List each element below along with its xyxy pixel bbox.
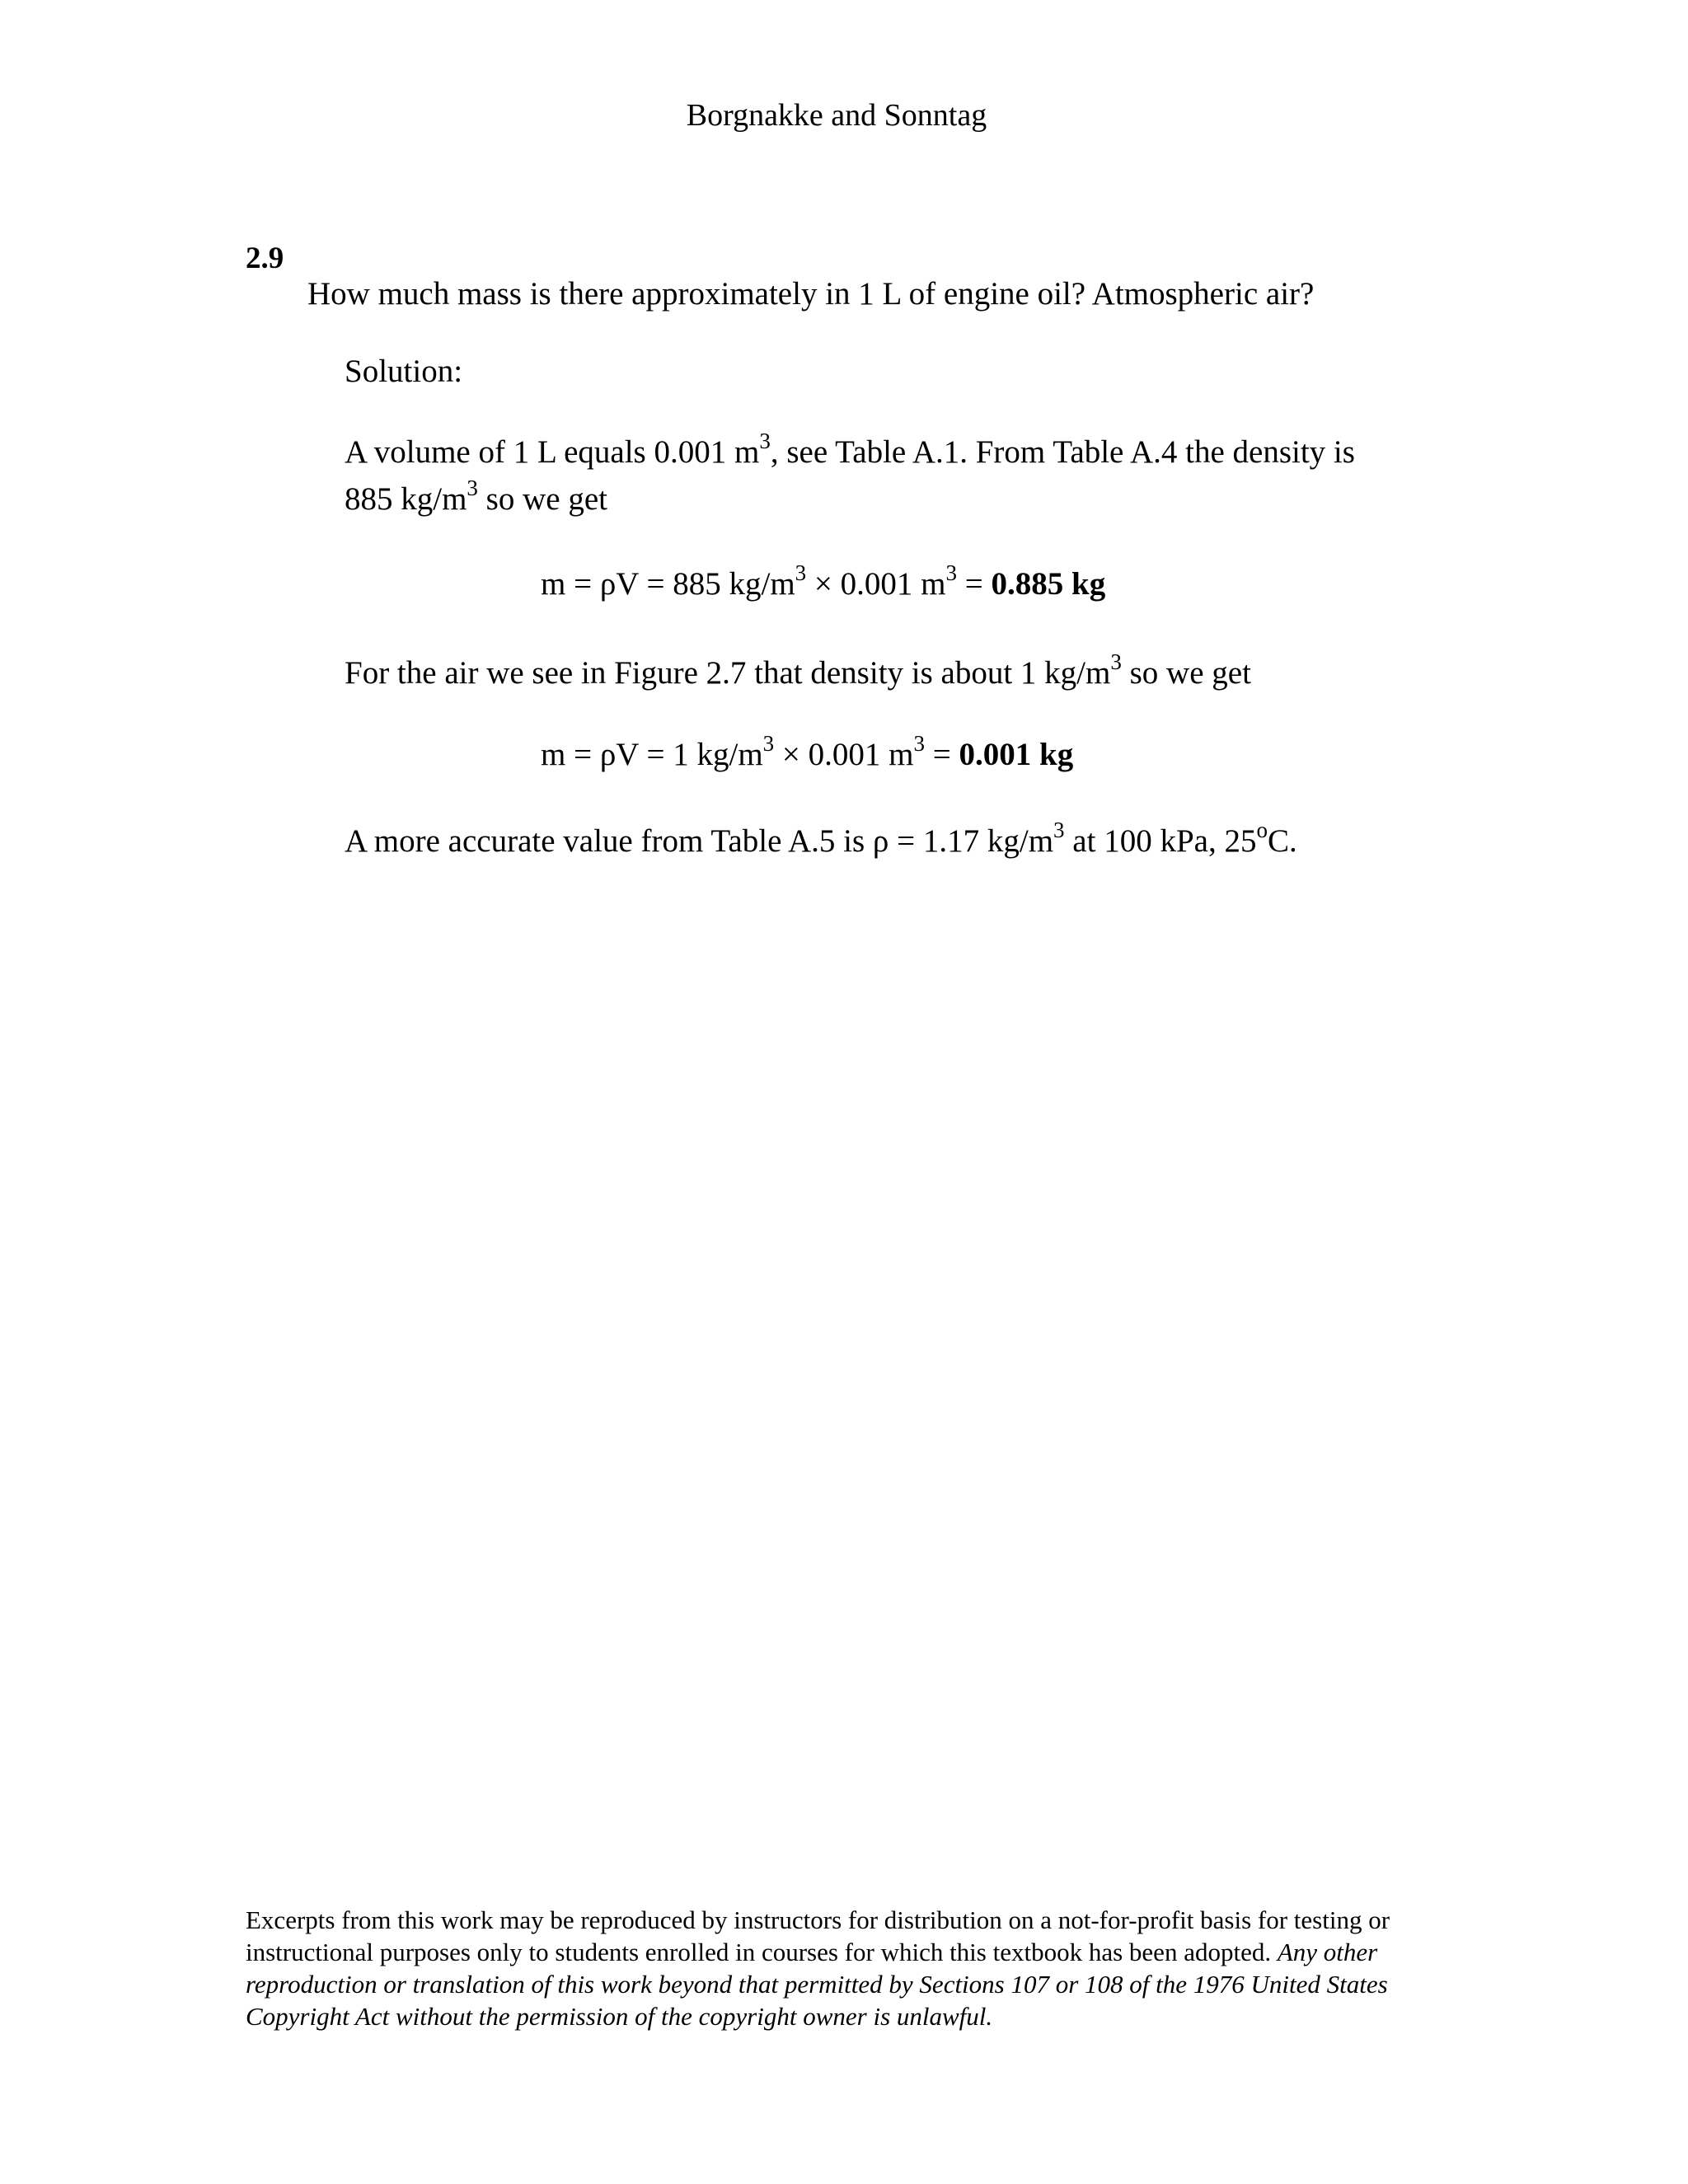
- superscript-cube: 3: [759, 429, 771, 453]
- superscript-cube: 3: [945, 560, 958, 585]
- problem-number: 2.9: [246, 241, 284, 275]
- solution-paragraph-volume: [345, 429, 1355, 523]
- equation-air-mass: m = ρV = 1 $kg/m^3 \times 0.001$ $m^3 = 0.001$ kg: [541, 731, 1074, 772]
- solution-paragraph-accurate-value: A more accurate value from Table A.5 is ρ = 1.17 $kg/m^3$ at 100 kPa, 25$^o$C.: [345, 818, 1297, 859]
- solution-line-2: 885 $kg/m^3$ so we get: [345, 476, 607, 517]
- superscript-cube: 3: [762, 731, 775, 756]
- air-mass-result: 0.001 kg: [959, 737, 1074, 772]
- oil-mass-result: 0.885 kg: [991, 566, 1106, 602]
- footer-notice-italic: Any other reproduction or translation of this work beyond that permitted by Sections 107 or 108 of the 1976 United States Copyright Act without the permission of the copyright owner is unlawful.: [246, 1938, 1388, 2031]
- page-header-title: Borgnakke and Sonntag: [686, 98, 987, 133]
- problem-question: How much mass is there approximately in 1 L of engine oil? Atmospheric air?: [307, 276, 1315, 312]
- superscript-cube: 3: [795, 560, 807, 585]
- solution-line-1: A volume of 1 L equals 0.001 $m^3$, see Table A.1. From Table A.4 the density is: [345, 429, 1355, 470]
- solution-label: Solution:: [345, 354, 463, 389]
- superscript-cube: 3: [1053, 818, 1065, 842]
- footer-notice-text: Excerpts from this work may be reproduced by instructors for distribution on a not-for-profit basis for testing or instructional purposes only to students enrolled in courses for which this textbook has been adopted.: [246, 1905, 1390, 1966]
- superscript-cube: 3: [913, 731, 926, 756]
- copyright-footer: [246, 1904, 1441, 2032]
- solution-paragraph-air: For the air we see in Figure 2.7 that density is about 1 $kg/m^3$ so we get: [345, 649, 1251, 691]
- equation-oil-mass: m = ρV = 885 $kg/m^3 \times 0.001$ $m^3 = 0.885$ kg: [541, 560, 1106, 602]
- degree-symbol: o: [1256, 818, 1268, 842]
- superscript-cube: 3: [1110, 649, 1122, 674]
- superscript-cube: 3: [467, 476, 478, 500]
